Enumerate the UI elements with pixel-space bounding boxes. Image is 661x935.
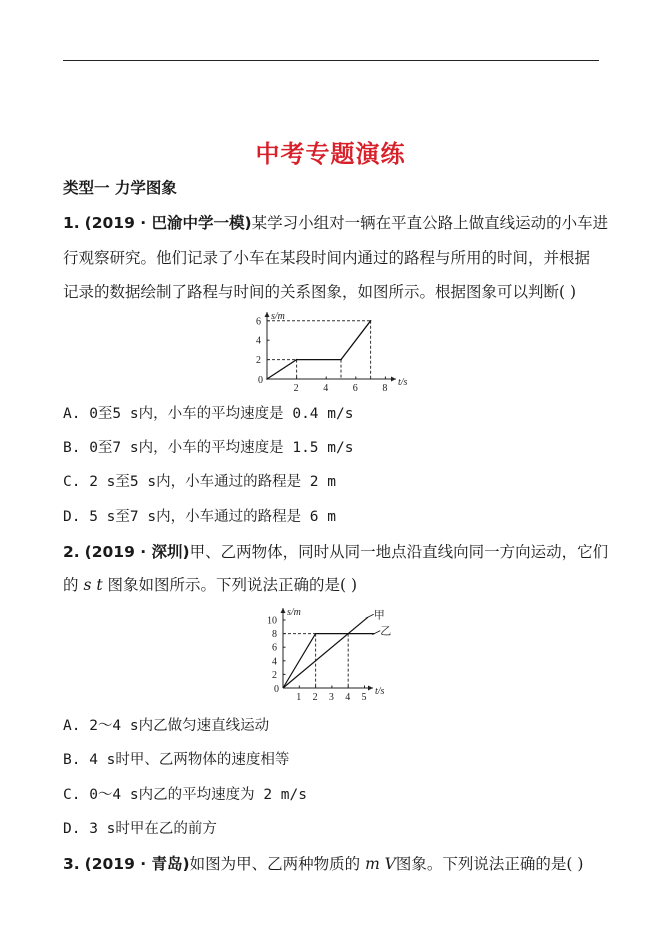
q2-option-b: B. 4 s时甲、乙两物体的速度相等 bbox=[63, 752, 290, 768]
q2-option-c: C. 0～4 s内乙的平均速度为 2 m/s bbox=[63, 787, 307, 803]
q1-y-tick-label-6: 6 bbox=[256, 316, 261, 328]
q1-point-2 bbox=[340, 359, 342, 361]
q1-option-c: C. 2 s至5 s内，小车通过的路程是 2 m bbox=[63, 474, 336, 490]
q2-series-1-label: 乙 bbox=[380, 625, 392, 638]
q2-chart bbox=[265, 604, 415, 704]
q2-y-tick-label-2: 2 bbox=[272, 669, 277, 681]
q3-number: 3. bbox=[63, 855, 80, 873]
q1-x-tick-label-2: 2 bbox=[293, 383, 299, 392]
q2-st-symbol: s t bbox=[83, 576, 103, 594]
q2-y-axis-label: s/m bbox=[287, 607, 301, 618]
q1-option-b: B. 0至7 s内，小车的平均速度是 1.5 m/s bbox=[63, 440, 354, 456]
q2-x-axis-arrow bbox=[368, 686, 373, 691]
q2-origin-label: 0 bbox=[274, 684, 279, 695]
q2-number: 2. bbox=[63, 543, 80, 561]
q1-option-d: D. 5 s至7 s内，小车通过的路程是 6 m bbox=[63, 509, 336, 525]
q2-x-tick-label-1: 1 bbox=[296, 692, 302, 703]
q2-y-axis-arrow bbox=[281, 608, 286, 613]
page-title: 中考专题演练 bbox=[255, 140, 406, 168]
q2-series-0-leader bbox=[366, 614, 374, 618]
q3-text-a: 如图为甲、乙两种物质的 bbox=[189, 855, 366, 873]
section-heading: 类型一 力学图象 bbox=[63, 179, 177, 197]
q1-text-1: 某学习小组对一辆在平直公路上做直线运动的小车进 bbox=[251, 214, 609, 232]
q2-text-1: 甲、乙两物体，同时从同一地点沿直线向同一方向运动，它们 bbox=[189, 543, 609, 561]
q1-y-tick-label-4: 4 bbox=[256, 335, 261, 347]
q1-point-0 bbox=[266, 378, 268, 380]
q2-series-0-line bbox=[283, 617, 368, 688]
q1-x-tick-label-8: 8 bbox=[382, 383, 388, 392]
q2-option-d: D. 3 s时甲在乙的前方 bbox=[63, 821, 217, 837]
q2-series-1-line bbox=[283, 634, 374, 688]
q2-source: (2019 · 深圳) bbox=[84, 543, 190, 561]
q1-source: (2019 · 巴渝中学一模) bbox=[84, 214, 252, 232]
q1-x-tick-label-6: 6 bbox=[352, 383, 358, 392]
q2-text-2c: 图象如图所示。下列说法正确的是( ) bbox=[102, 576, 358, 594]
q1-line-1 bbox=[63, 211, 608, 233]
q2-x-tick-label-2: 2 bbox=[312, 692, 318, 703]
q3-text-c: 图象。下列说法正确的是( ) bbox=[395, 855, 584, 873]
q2-text-2a: 的 bbox=[63, 576, 84, 594]
q1-line-3: 记录的数据绘制了路程与时间的关系图象，如图所示。根据图象可以判断( ) bbox=[63, 283, 577, 301]
q1-chart bbox=[250, 306, 410, 392]
q1-y-axis-arrow bbox=[265, 312, 270, 317]
q3-mv-symbol: m V bbox=[365, 855, 396, 873]
q2-series-0-label: 甲 bbox=[373, 609, 385, 622]
q3-source: (2019 · 青岛) bbox=[84, 855, 190, 873]
q2-y-tick-label-4: 4 bbox=[272, 656, 277, 668]
q1-point-1 bbox=[296, 359, 298, 361]
q2-x-tick-label-5: 5 bbox=[361, 692, 367, 703]
q2-x-tick-label-4: 4 bbox=[345, 692, 351, 703]
q1-option-a: A. 0至5 s内，小车的平均速度是 0.4 m/s bbox=[63, 406, 354, 422]
q1-origin-label: 0 bbox=[258, 375, 263, 386]
q2-line-1 bbox=[63, 540, 608, 562]
q2-line-2 bbox=[63, 573, 357, 595]
q1-point-3 bbox=[370, 320, 372, 322]
q2-x-axis-label: t/s bbox=[375, 686, 385, 697]
q3-line-1 bbox=[63, 852, 583, 874]
q1-series-line bbox=[267, 321, 371, 379]
q1-y-tick-label-2: 2 bbox=[256, 355, 261, 367]
q1-y-axis-label: s/m bbox=[271, 311, 285, 322]
q1-x-axis-arrow bbox=[391, 377, 396, 382]
q2-series-1-leader bbox=[372, 631, 380, 635]
q2-y-tick-label-6: 6 bbox=[272, 642, 277, 654]
header-rule bbox=[63, 60, 599, 61]
q1-line-2: 行观察研究。他们记录了小车在某段时间内通过的路程与所用的时间，并根据 bbox=[63, 249, 591, 267]
q2-y-tick-label-10: 10 bbox=[267, 615, 277, 627]
q1-number: 1. bbox=[63, 214, 80, 232]
q1-x-axis-label: t/s bbox=[398, 377, 408, 388]
q2-y-tick-label-8: 8 bbox=[272, 629, 277, 641]
q1-x-tick-label-4: 4 bbox=[323, 383, 329, 392]
q2-x-tick-label-3: 3 bbox=[328, 692, 334, 703]
q2-option-a: A. 2～4 s内乙做匀速直线运动 bbox=[63, 718, 270, 734]
